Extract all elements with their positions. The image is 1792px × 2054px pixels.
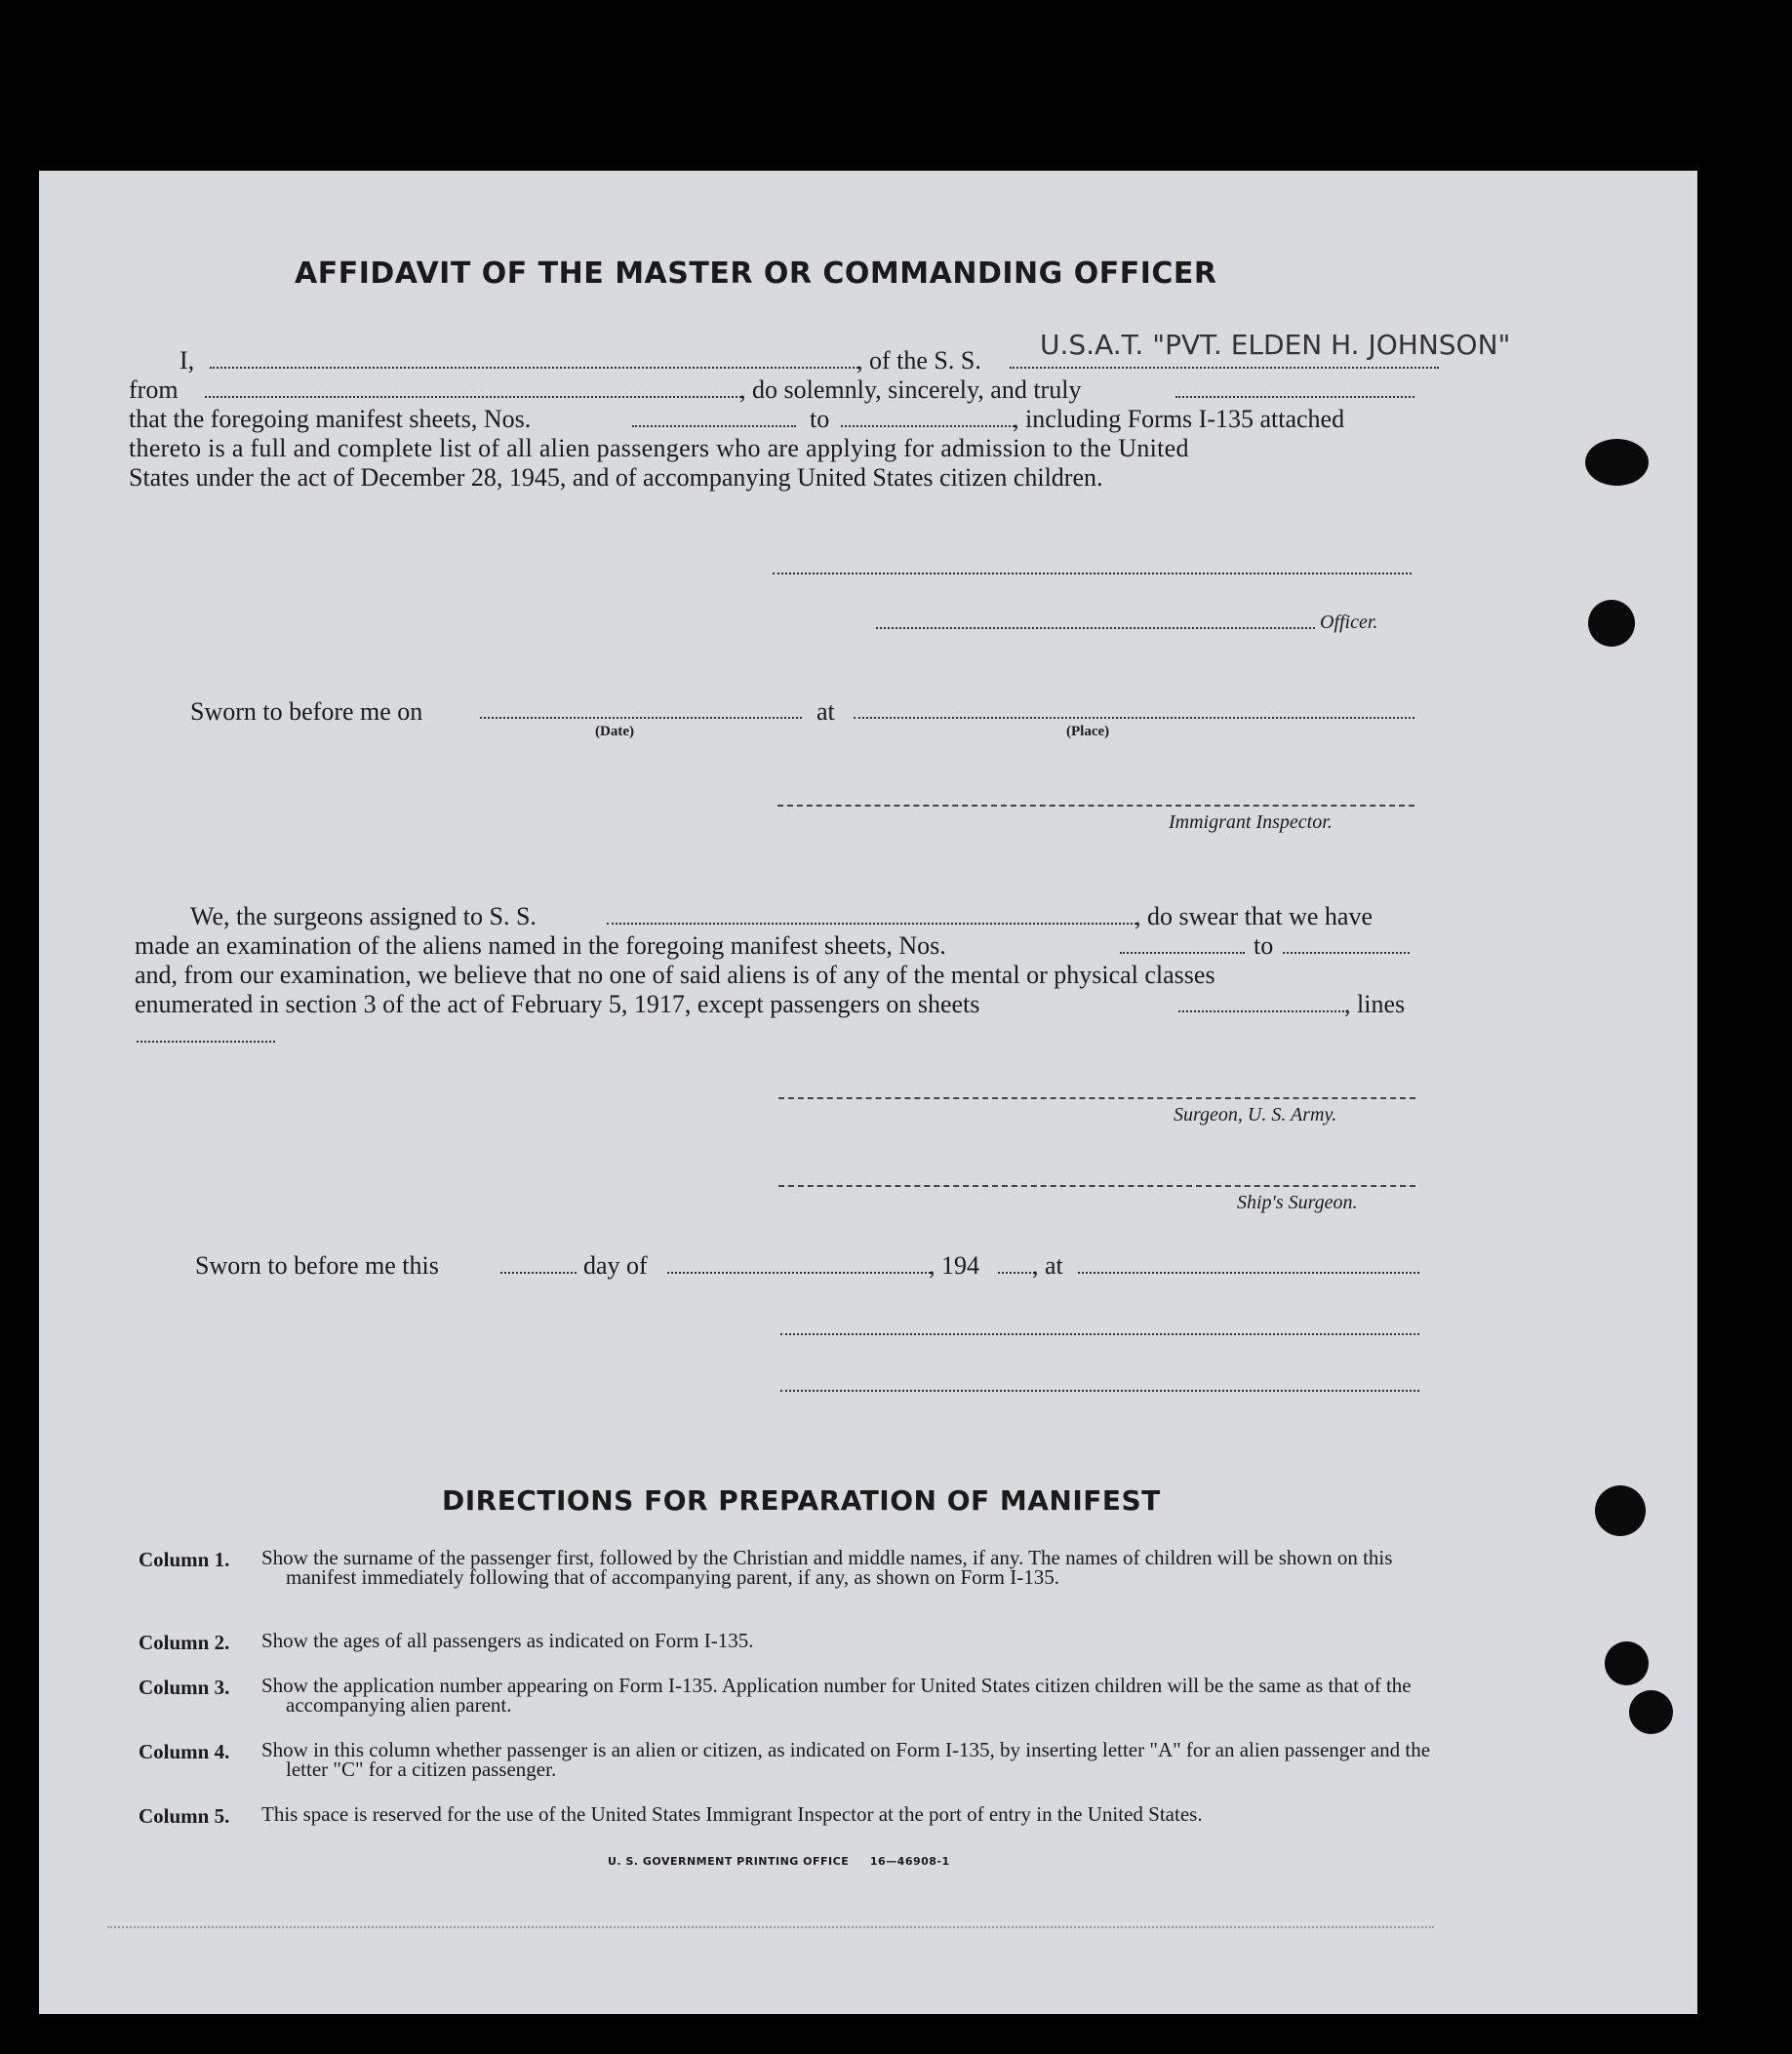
punch-hole bbox=[1629, 1690, 1673, 1734]
punch-hole bbox=[1585, 439, 1649, 486]
column-5-label: Column 5. bbox=[139, 1804, 230, 1828]
column-4-label: Column 4. bbox=[139, 1740, 230, 1763]
punch-hole bbox=[1605, 1641, 1649, 1685]
sworn2-day-blank bbox=[500, 1272, 577, 1274]
sheets-to-blank bbox=[841, 425, 1015, 427]
printing-office-footer: U. S. GOVERNMENT PRINTING OFFICE 16—46908-1 bbox=[608, 1855, 950, 1868]
from-port-blank bbox=[205, 396, 741, 398]
place-label: (Place) bbox=[1066, 724, 1110, 739]
column-1-label: Column 1. bbox=[139, 1548, 230, 1571]
punch-hole bbox=[1588, 600, 1635, 647]
column-5-text: This space is reserved for the use of the United States Immigrant Inspector at the port of entry in the United States. bbox=[261, 1802, 1203, 1826]
sheets-from-blank bbox=[632, 425, 796, 427]
sworn2-start: Sworn to before me this bbox=[195, 1251, 439, 1280]
ship-name-blank bbox=[1010, 367, 1439, 369]
column-3-text: Show the application number appearing on Form I-135. Application number for United States citizen children will be the same as that of the accompanying alien parent. bbox=[261, 1674, 1412, 1717]
sworn1-start: Sworn to before me on bbox=[190, 697, 423, 726]
except-sheets-blank bbox=[1178, 1010, 1344, 1012]
lines-blank bbox=[137, 1041, 275, 1043]
surgeons-line1-end: , do swear that we have bbox=[1135, 902, 1374, 930]
surgeons-line1-start: We, the surgeons assigned to S. S. bbox=[190, 902, 537, 930]
army-surgeon-label: Surgeon, U. S. Army. bbox=[1174, 1104, 1337, 1126]
date-label: (Date) bbox=[595, 724, 634, 739]
surgeons-ship-blank bbox=[607, 923, 1136, 925]
ship-surgeon-label: Ship's Surgeon. bbox=[1237, 1192, 1358, 1213]
column-2-label: Column 2. bbox=[139, 1631, 230, 1654]
inspector-label: Immigrant Inspector. bbox=[1169, 811, 1333, 833]
inspector-signature-line bbox=[777, 805, 1414, 807]
ship-surgeon-signature-line bbox=[778, 1185, 1415, 1187]
affidavit-title: AFFIDAVIT OF THE MASTER OR COMMANDING OFFICER bbox=[295, 257, 1217, 291]
punch-hole bbox=[1595, 1485, 1646, 1536]
ship-name-stamp: U.S.A.T. "PVT. ELDEN H. JOHNSON" bbox=[1040, 329, 1511, 361]
sworn1-at: at bbox=[816, 697, 835, 726]
affidavit-line4: thereto is a full and complete list of all alien passengers who are applying for admission to the United bbox=[129, 434, 1189, 462]
sworn2-place-blank bbox=[1078, 1272, 1419, 1274]
sworn2-at: , at bbox=[1032, 1251, 1063, 1280]
affidavit-line2-mid: , do solemnly, sincerely, and truly bbox=[739, 375, 1082, 404]
column-3-label: Column 3. bbox=[139, 1676, 230, 1699]
officer-label: Officer. bbox=[1320, 612, 1378, 633]
affidavit-line1-mid: , of the S. S. bbox=[856, 346, 981, 375]
surgeons-sheets-to-blank bbox=[1283, 952, 1410, 954]
affidavit-line3-to: to bbox=[810, 405, 830, 433]
army-surgeon-signature-line bbox=[778, 1097, 1415, 1099]
bottom-edge-dotted-line bbox=[107, 1926, 1434, 1928]
surgeons-line2-start: made an examination of the aliens named in the foregoing manifest sheets, Nos. bbox=[135, 931, 946, 960]
sworn2-month-blank bbox=[667, 1272, 931, 1274]
surgeons-sheets-from-blank bbox=[1120, 952, 1245, 954]
sworn2-year: , 194 bbox=[929, 1251, 979, 1280]
sworn2-signature-line bbox=[780, 1333, 1419, 1335]
master-name-blank bbox=[210, 367, 858, 369]
sworn-place-blank bbox=[854, 717, 1414, 719]
affidavit-line1-start: I, bbox=[179, 346, 195, 375]
sworn2-day-of: day of bbox=[583, 1251, 648, 1280]
surgeons-line2-to: to bbox=[1254, 931, 1274, 960]
officer-title-line bbox=[876, 627, 1315, 629]
surgeons-line3: and, from our examination, we believe that no one of said aliens is of any of the mental or physical classes bbox=[135, 961, 1215, 989]
directions-title: DIRECTIONS FOR PREPARATION OF MANIFEST bbox=[442, 1484, 1161, 1517]
column-2-text: Show the ages of all passengers as indicated on Form I-135. bbox=[261, 1629, 754, 1652]
document-page bbox=[39, 171, 1697, 2014]
affidavit-line3-start: that the foregoing manifest sheets, Nos. bbox=[129, 405, 532, 433]
surgeons-line4-start: enumerated in section 3 of the act of February 5, 1917, except passengers on sheets bbox=[135, 990, 980, 1018]
affidavit-line5: States under the act of December 28, 1945, and of accompanying United States citizen children. bbox=[129, 463, 1103, 492]
affidavit-line2-from: from bbox=[129, 375, 179, 404]
affidavit-line3-end: , including Forms I-135 attached bbox=[1013, 405, 1345, 433]
sworn2-year-blank bbox=[998, 1272, 1035, 1274]
column-1-text: Show the surname of the passenger first, followed by the Christian and middle names, if any. The names of children will be shown on this manifest immediately following that of accompanying parent, if any, as shown on Form I-135. bbox=[261, 1546, 1393, 1589]
sworn-date-blank bbox=[480, 717, 802, 719]
officer-signature-line bbox=[773, 573, 1412, 574]
sworn2-title-line bbox=[780, 1390, 1419, 1392]
surgeons-line4-end: , lines bbox=[1344, 990, 1406, 1018]
truly-blank bbox=[1175, 396, 1414, 398]
column-4-text: Show in this column whether passenger is an alien or citizen, as indicated on Form I-135, by inserting letter "A" for an alien passenger and the letter "C" for a citizen passenger. bbox=[261, 1738, 1431, 1781]
